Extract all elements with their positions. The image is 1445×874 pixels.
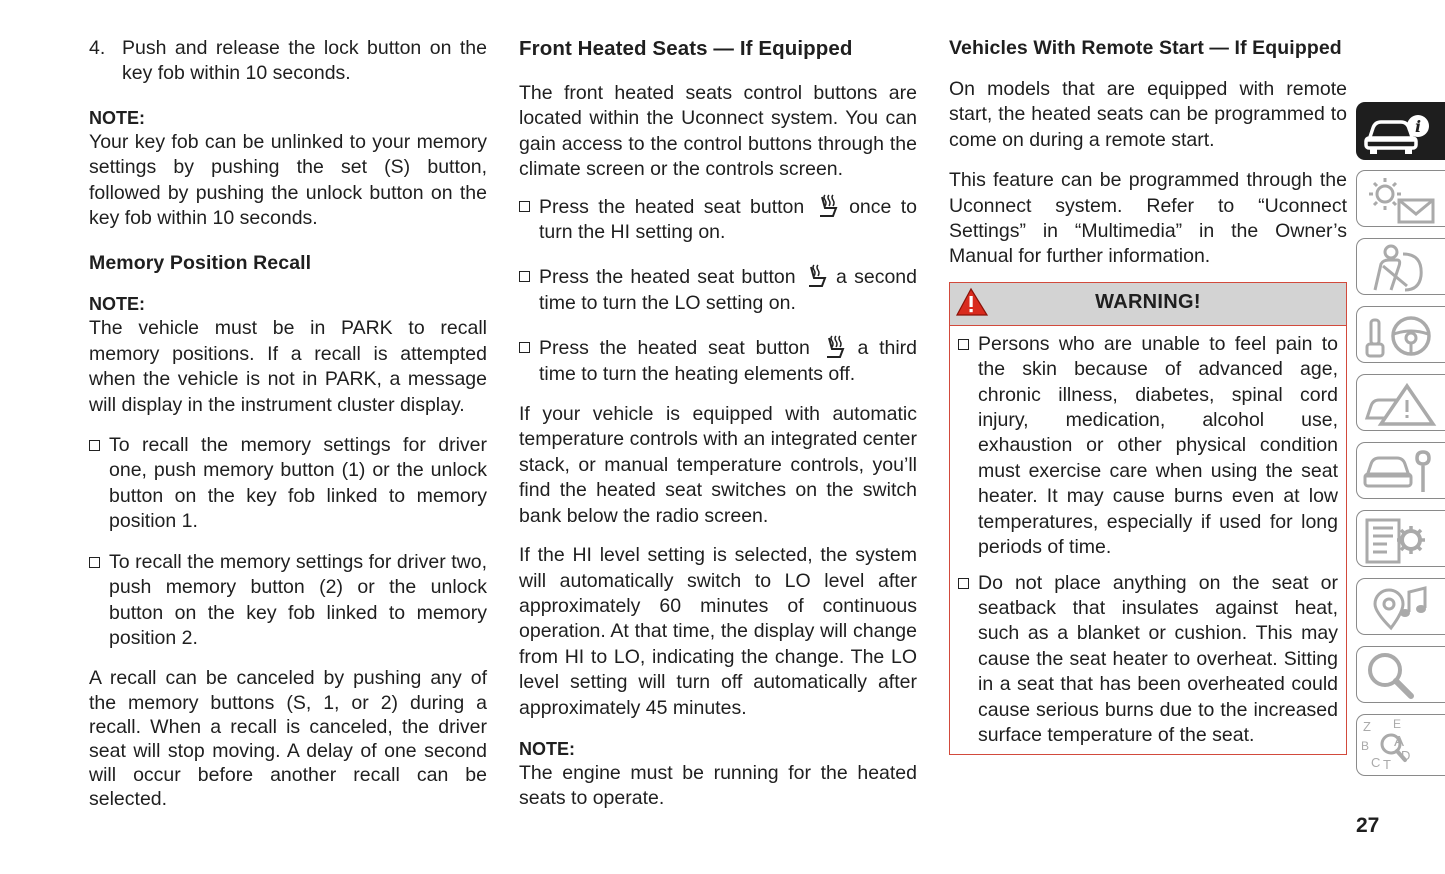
step-number: 4. (89, 37, 106, 59)
note-text: The vehicle must be in PARK to recall memory positions. If a recall is attempted when the vehicle is not in PARK, a message will display in the instrument cluster display. (89, 317, 487, 416)
list-item-text-before: Press the heated seat button (539, 337, 810, 360)
index-letter: A (1394, 733, 1405, 750)
emergency-icon (1361, 378, 1441, 430)
section-heading-memory-recall: Memory Position Recall (89, 252, 312, 275)
index-letter: Z (1363, 719, 1371, 734)
list-item (958, 571, 1338, 749)
note-text: The engine must be running for the heated seats to operate. (519, 761, 917, 810)
index-letter: B (1361, 739, 1370, 753)
starting-driving-icon (1361, 310, 1441, 362)
step-item (89, 36, 487, 87)
tab-car-info[interactable] (1356, 102, 1445, 160)
list-item-text: To recall the memory settings for driver two, push memory button (2) or the unlock button on the key fob linked to memory position 2. (109, 550, 487, 649)
paragraph: This feature can be programmed through the Uconnect system. Refer to “Uconnect Settings” in “Multimedia” in the Owner’s Manual for further information. (949, 169, 1347, 268)
note-label: NOTE: (89, 294, 145, 315)
list-item-text (539, 264, 917, 316)
list-item (958, 332, 1338, 561)
list-item (89, 550, 487, 652)
paragraph: A recall can be canceled by pushing any of the memory buttons (S, 1, or 2) during a recall. When a recall is canceled, the driver seat will stop moving. A delay of one second will occur before another recall can be selected. (89, 667, 487, 811)
bullet-square-icon (519, 201, 530, 212)
index-search-icon (1361, 650, 1441, 702)
note-label: NOTE: (519, 738, 575, 759)
list-item (519, 335, 917, 387)
list-item-text-after: a third time to turn the heating elements off. (539, 337, 918, 385)
warning-title: WARNING! (1095, 290, 1201, 313)
tab-starting-driving[interactable] (1356, 306, 1445, 363)
warning-body (950, 326, 1346, 755)
heated-seat-icon (816, 194, 838, 218)
tab-index-search[interactable] (1356, 646, 1445, 703)
list-item-text-before: Press the heated seat button (539, 266, 796, 289)
multimedia-icon (1361, 582, 1441, 634)
index-letter: D (1401, 748, 1411, 763)
paragraph: On models that are equipped with remote start, the heated seats can be programmed to come on during a remote start. (949, 78, 1347, 151)
note-text: Your key fob can be unlinked to your memory settings by pushing the set (S) button, followed by pushing the unlock button on the key fob within 10 seconds. (89, 130, 487, 230)
list-item-text: Do not place anything on the seat or seatback that insulates against heat, such as a blanket or cushion. This may cause the seat heater to overheat. Sitting in a seat that has been overheated could cause serious burns due to the increased surface temperature of the seat. (978, 571, 1338, 746)
bullet-square-icon (89, 440, 100, 451)
safety-airbag-icon (1361, 242, 1441, 294)
warning-lights-messages-icon (1361, 174, 1441, 226)
warning-header (950, 283, 1346, 326)
section-heading-remote-start: Vehicles With Remote Start — If Equipped (949, 37, 1342, 59)
tab-alphabetical-index[interactable] (1356, 714, 1445, 776)
warning-box (949, 282, 1347, 756)
section-heading-heated-seats: Front Heated Seats — If Equipped (519, 37, 853, 60)
tab-warning-lights[interactable] (1356, 170, 1445, 227)
list-item-text-after: a second time to turn the LO setting on. (539, 266, 917, 314)
list-item (519, 264, 917, 316)
list-item-text: Persons who are unable to feel pain to the skin because of advanced age, chronic illness, diabetes, spinal cord injury, medication, alcohol use, exhaustion or other physical condition must exercise care when using the seat heater. It may cause burns even at low temperatures, especially if used for long periods of time. (978, 332, 1338, 559)
index-letter: T (1383, 757, 1391, 772)
tab-technical-specs[interactable] (1356, 510, 1445, 567)
tab-emergency[interactable] (1356, 374, 1445, 431)
column-left (89, 36, 487, 812)
tab-servicing[interactable] (1356, 442, 1445, 499)
technical-specifications-icon (1361, 514, 1441, 566)
list-item-text: To recall the memory settings for driver one, push memory button (1) or the unlock button on the key fob linked to memory position 1. (109, 434, 487, 533)
page-number: 27 (1356, 814, 1380, 837)
heated-seat-off-icon (823, 335, 845, 359)
servicing-maintenance-icon (1361, 446, 1441, 498)
list-item-text (539, 335, 917, 387)
list-item (519, 194, 917, 246)
index-letter: C (1371, 755, 1381, 770)
column-middle (519, 36, 917, 812)
heated-seat-icon (805, 264, 827, 288)
list-item-text (539, 194, 917, 246)
bullet-square-icon (958, 339, 969, 350)
note-label: NOTE: (89, 107, 145, 128)
paragraph: If the HI level setting is selected, the system will automatically switch to LO level after approximately 60 minutes of continuous operation. At that time, the display will change from HI to LO, indicating the change. The LO level setting will turn off automatically after approximately 45 minutes. (519, 544, 917, 719)
bullet-square-icon (958, 578, 969, 589)
step-text: Push and release the lock button on the key fob within 10 seconds. (122, 37, 487, 85)
car-info-icon (1361, 106, 1441, 158)
column-right (949, 36, 1347, 755)
list-item-text-before: Press the heated seat button (539, 195, 805, 218)
index-letter: E (1393, 717, 1402, 731)
bullet-square-icon (89, 557, 100, 568)
paragraph: The front heated seats control buttons are located within the Uconnect system. You can gain access to the control buttons through the climate screen or the controls screen. (519, 82, 917, 181)
bullet-square-icon (519, 342, 530, 353)
svg-text:i: i (1414, 117, 1422, 136)
tab-safety[interactable] (1356, 238, 1445, 295)
list-item (89, 433, 487, 535)
tab-multimedia[interactable] (1356, 578, 1445, 635)
list-item-text-after: once to turn the HI setting on. (539, 195, 918, 244)
paragraph: If your vehicle is equipped with automatic temperature controls with an integrated center stack, or manual temperature controls, you’ll find the heated seat switches on the switch bank below the radio screen. (519, 403, 917, 527)
bullet-square-icon (519, 271, 530, 282)
